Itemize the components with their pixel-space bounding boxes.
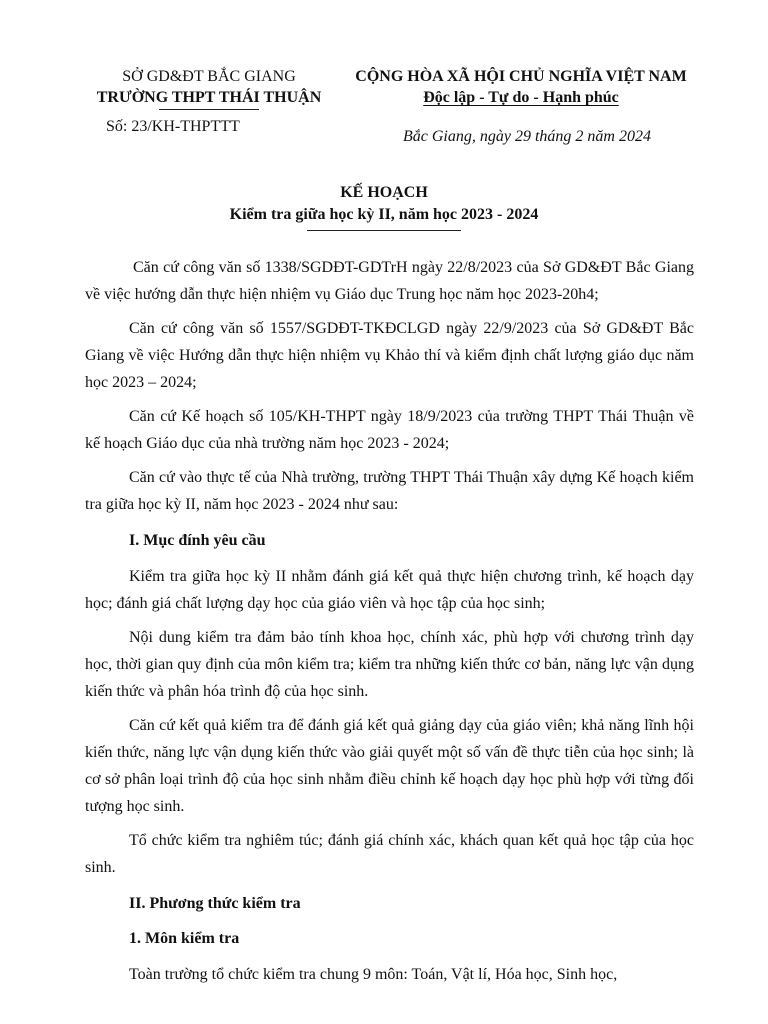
- paragraph-purpose-2: Nội dung kiểm tra đảm bảo tính khoa học, chính xác, phù hợp với chương trình dạy học, thời gian quy định của môn kiểm tra; kiểm tra những kiến thức cơ bản, năng lực vận dụng kiến thức và phân hóa trình độ của học sinh.: [85, 629, 694, 700]
- issuing-authority-block: [78, 66, 340, 137]
- subsection-heading-subjects: 1. Môn kiểm tra: [129, 930, 240, 947]
- section-heading-method: II. Phương thức kiểm tra: [129, 895, 301, 912]
- paragraph-legal-basis-3: Căn cứ Kế hoạch số 105/KH-THPT ngày 18/9/2023 của trường THPT Thái Thuận về kế hoạch Giáo dục của nhà trường năm học 2023 - 2024;: [85, 408, 694, 452]
- school-underline: [159, 109, 259, 110]
- paragraph-legal-basis-2: Căn cứ công văn số 1557/SGDĐT-TKĐCLGD ngày 22/9/2023 của Sở GD&ĐT Bắc Giang về việc Hướng dẫn thực hiện nhiệm vụ Khảo thí và kiểm định chất lượng giáo dục năm học 2023 – 2024;: [85, 320, 694, 391]
- national-header-block: [336, 66, 706, 147]
- paragraph-purpose-4: Tổ chức kiểm tra nghiêm túc; đánh giá chính xác, khách quan kết quả học tập của học sinh.: [85, 832, 694, 876]
- school-name: TRƯỜNG THPT THÁI THUẬN: [96, 89, 322, 106]
- paragraph-subjects: Toàn trường tổ chức kiểm tra chung 9 môn: Toán, Vật lí, Hóa học, Sinh học,: [129, 966, 618, 983]
- document-number: Số: 23/KH-THPTTT: [106, 118, 240, 135]
- document-title: KẾ HOẠCH: [340, 184, 428, 201]
- title-underline: [307, 230, 461, 231]
- document-title-block: [0, 182, 768, 231]
- paragraph-legal-basis-1: Căn cứ công văn số 1338/SGDĐT-GDTrH ngày 22/8/2023 của Sở GD&ĐT Bắc Giang về việc hướng dẫn thực hiện nhiệm vụ Giáo dục Trung học năm học 2023-20h4;: [85, 259, 694, 303]
- document-subtitle: Kiểm tra giữa học kỳ II, năm học 2023 - 2024: [229, 206, 539, 223]
- department-name: SỞ GD&ĐT BẮC GIANG: [122, 68, 296, 85]
- paragraph-legal-basis-4: Căn cứ vào thực tế của Nhà trường, trường THPT Thái Thuận xây dựng Kế hoạch kiểm tra giữa học kỳ II, năm học 2023 - 2024 như sau:: [85, 469, 694, 513]
- paragraph-purpose-3: Căn cứ kết quả kiểm tra để đánh giá kết quả giảng dạy của giáo viên; khả năng lĩnh hội kiến thức, năng lực vận dụng kiến thức vào giải quyết một số vấn đề thực tiễn của học sinh; là cơ sở phân loại trình độ của học sinh nhằm điều chỉnh kế hoạch dạy học phù hợp với từng đối tượng học sinh.: [85, 717, 694, 815]
- document-body: [85, 254, 694, 995]
- nation-name: CỘNG HÒA XÃ HỘI CHỦ NGHĨA VIỆT NAM: [355, 68, 687, 85]
- section-heading-purpose: I. Mục đính yêu cầu: [129, 532, 266, 549]
- place-and-date: Bắc Giang, ngày 29 tháng 2 năm 2024: [403, 128, 651, 145]
- national-motto: Độc lập - Tự do - Hạnh phúc: [423, 89, 619, 106]
- paragraph-purpose-1: Kiểm tra giữa học kỳ II nhằm đánh giá kết quả thực hiện chương trình, kế hoạch dạy học; đánh giá chất lượng dạy học của giáo viên và học tập của học sinh;: [85, 568, 694, 612]
